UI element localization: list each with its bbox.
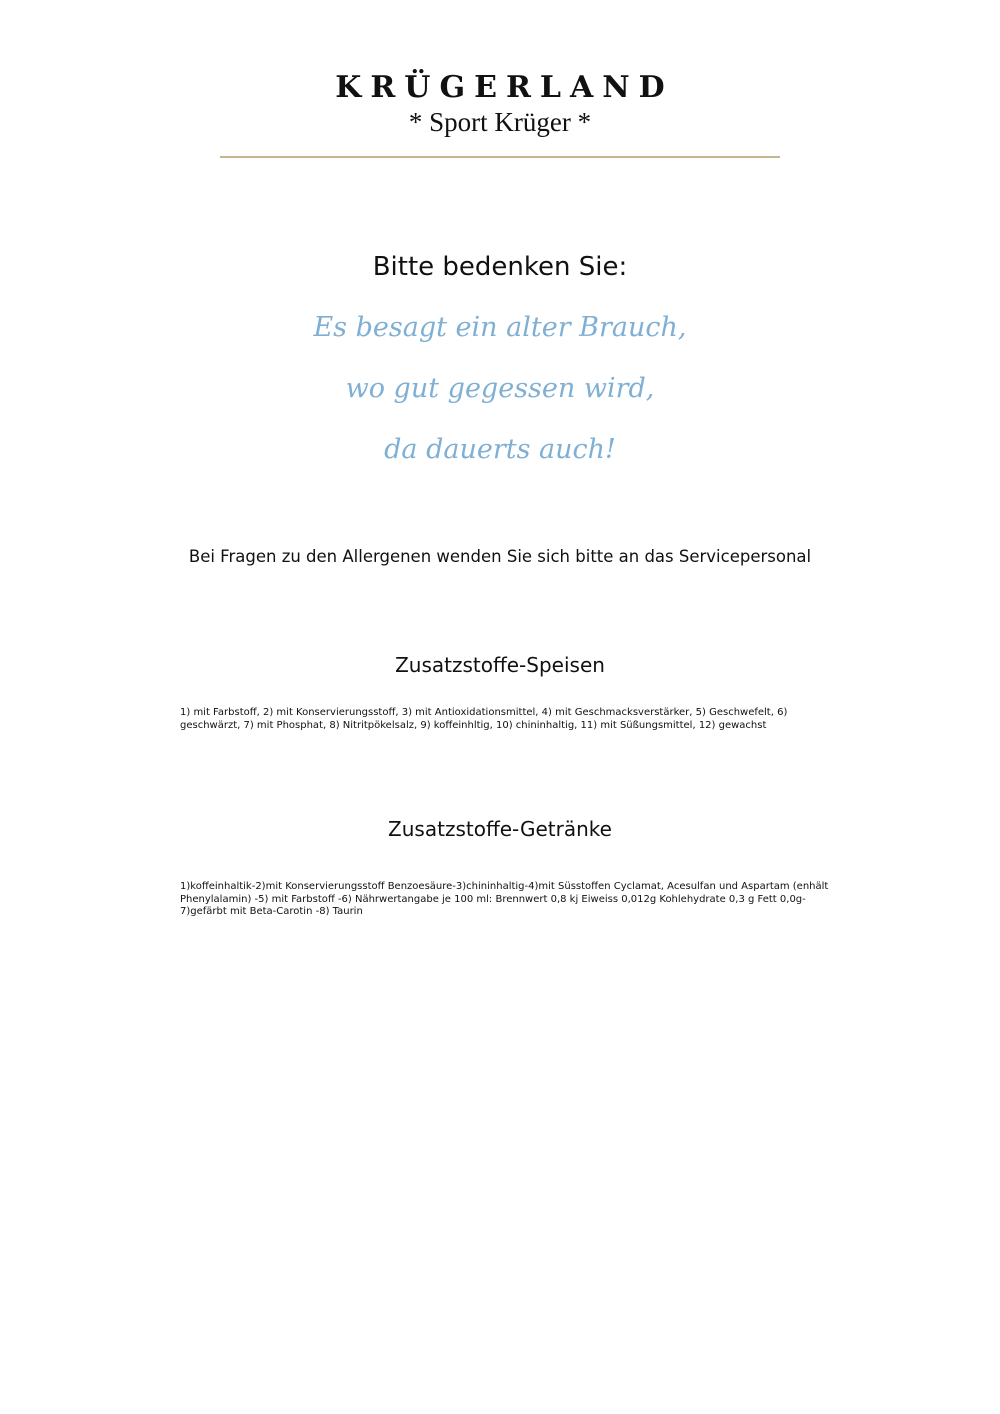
additives-food-title: Zusatzstoffe-Speisen — [395, 653, 605, 677]
verse-line-2: wo gut gegessen wird, — [345, 373, 655, 404]
page-header — [0, 70, 1000, 138]
additives-drinks-text: 1)koffeinhaltik-2)mit Konservierungsstoff Benzoesäure-3)chininhaltig-4)mit Süsstoffen Cyclamat, Acesulfan und Aspartam (enhält Phenylalamin) -5) mit Farbstoff -6) Nährwertangabe je 100 ml: Brennwert 0,8 kj Eiweiss 0,012g Kohlehydrate 0,3 g Fett 0,0g-7)gefärbt mit Beta-Carotin -8) Taurin — [180, 881, 829, 918]
additives-drinks-title: Zusatzstoffe-Getränke — [388, 817, 612, 841]
note-heading: Bitte bedenken Sie: — [372, 252, 628, 282]
verse-line-1: Es besagt ein alter Brauch, — [313, 312, 687, 343]
header-divider — [220, 156, 780, 158]
allergen-notice: Bei Fragen zu den Allergenen wenden Sie sich bitte an das Servicepersonal — [188, 547, 812, 566]
brand-title: KRÜGERLAND — [335, 70, 674, 105]
brand-subtitle: * Sport Krüger * — [408, 107, 592, 137]
additives-food-text: 1) mit Farbstoff, 2) mit Konservierungsstoff, 3) mit Antioxidationsmittel, 4) mit Geschmacksverstärker, 5) Geschwefelt, 6) geschwärzt, 7) mit Phosphat, 8) Nitritpökelsalz, 9) koffeinhltig, 10) chininhaltig, 11) mit Süßungsmittel, 12) gewachst — [180, 707, 788, 731]
verse-line-3: da dauerts auch! — [384, 434, 616, 465]
